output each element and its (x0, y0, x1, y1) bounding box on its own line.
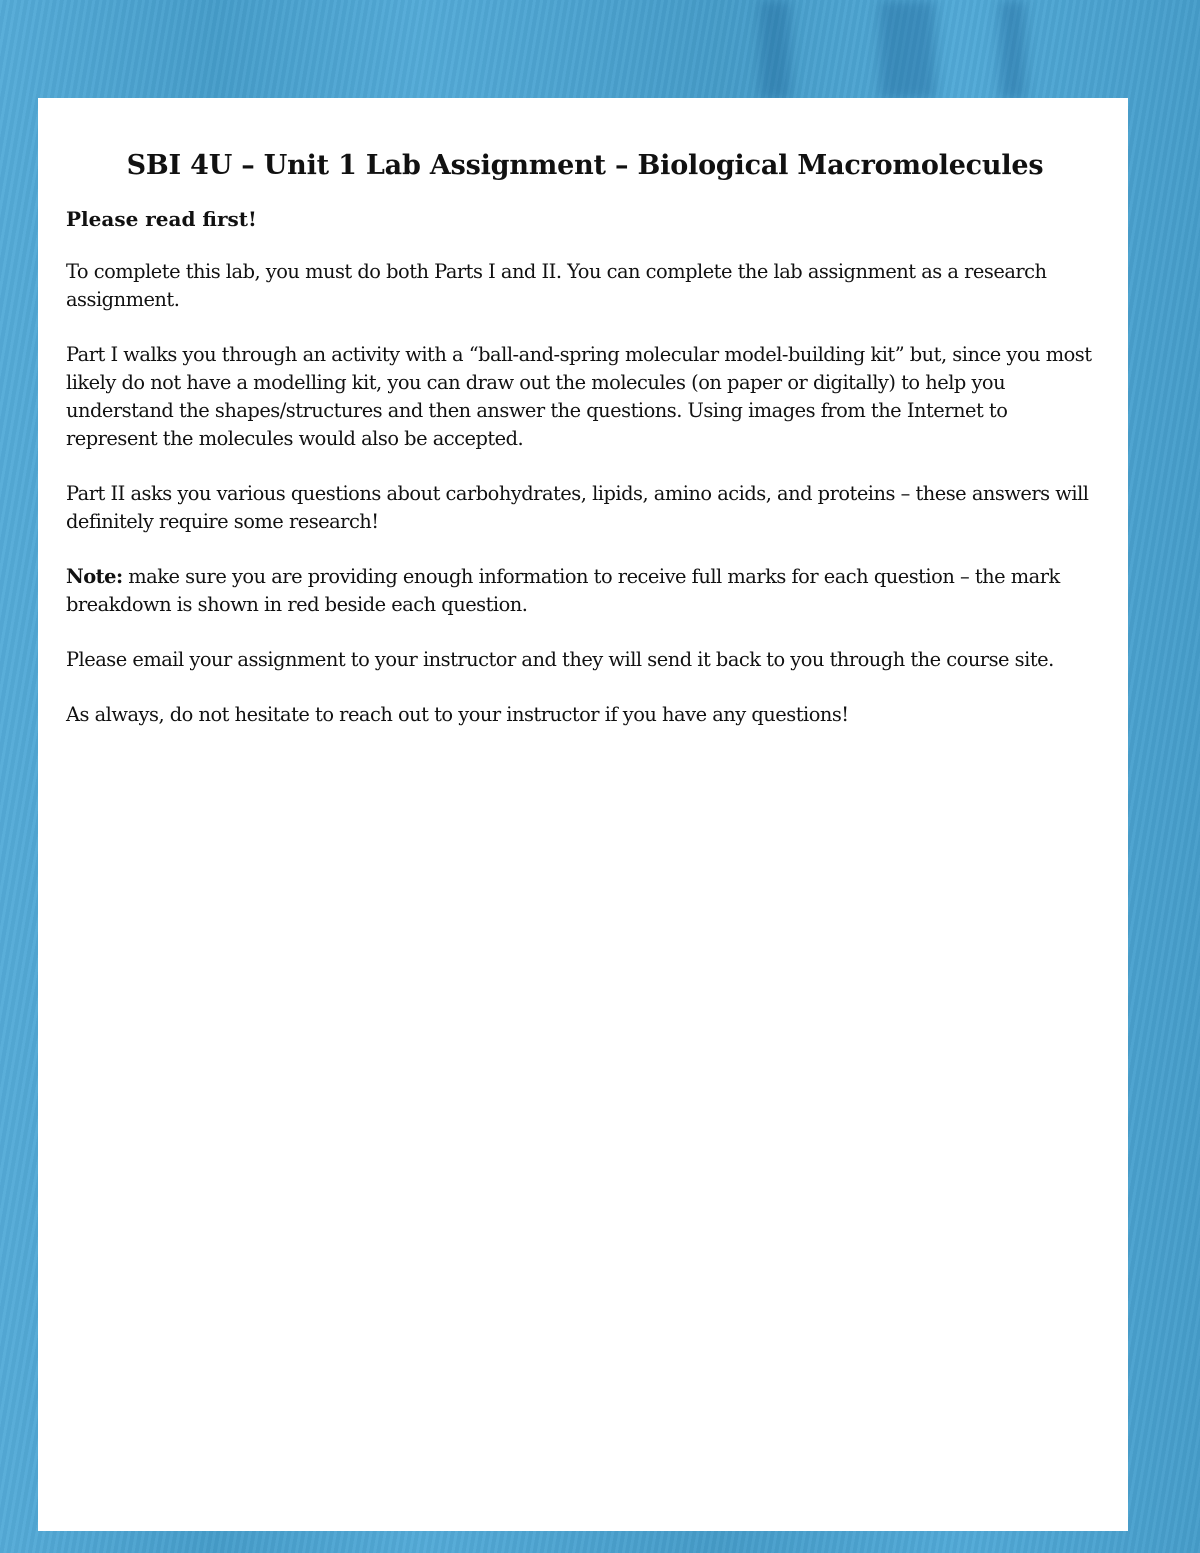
paragraph-intro: To complete this lab, you must do both Parts I and II. You can complete the lab assignment as a research assignment. (66, 260, 1047, 311)
paragraph-note (66, 563, 1104, 619)
paragraph-part-two: Part II asks you various questions about carbohydrates, lipids, amino acids, and proteins – these answers will definitely require some research! (66, 482, 1089, 533)
section-heading: Please read first! (66, 207, 257, 231)
background-streak (760, 0, 790, 100)
document-page (38, 98, 1128, 1531)
background-streak (880, 0, 935, 100)
paragraph-email: Please email your assignment to your instructor and they will send it back to you through the course site. (66, 648, 1054, 671)
note-label: Note: (66, 565, 123, 588)
document-title: SBI 4U – Unit 1 Lab Assignment – Biological Macromolecules (126, 150, 1044, 181)
note-text: make sure you are providing enough information to receive full marks for each question – the mark breakdown is shown in red beside each question. (66, 565, 1060, 616)
background-streak (1000, 0, 1025, 100)
paragraph-closing: As always, do not hesitate to reach out to your instructor if you have any questions! (66, 703, 849, 726)
paragraph-part-one: Part I walks you through an activity with a “ball-and-spring molecular model-building kit” but, since you most likely do not have a modelling kit, you can draw out the molecules (on paper or digitally) to help you understand the shapes/structures and then answer the questions. Using images from the Internet to represent the molecules would also be accepted. (66, 343, 1092, 450)
